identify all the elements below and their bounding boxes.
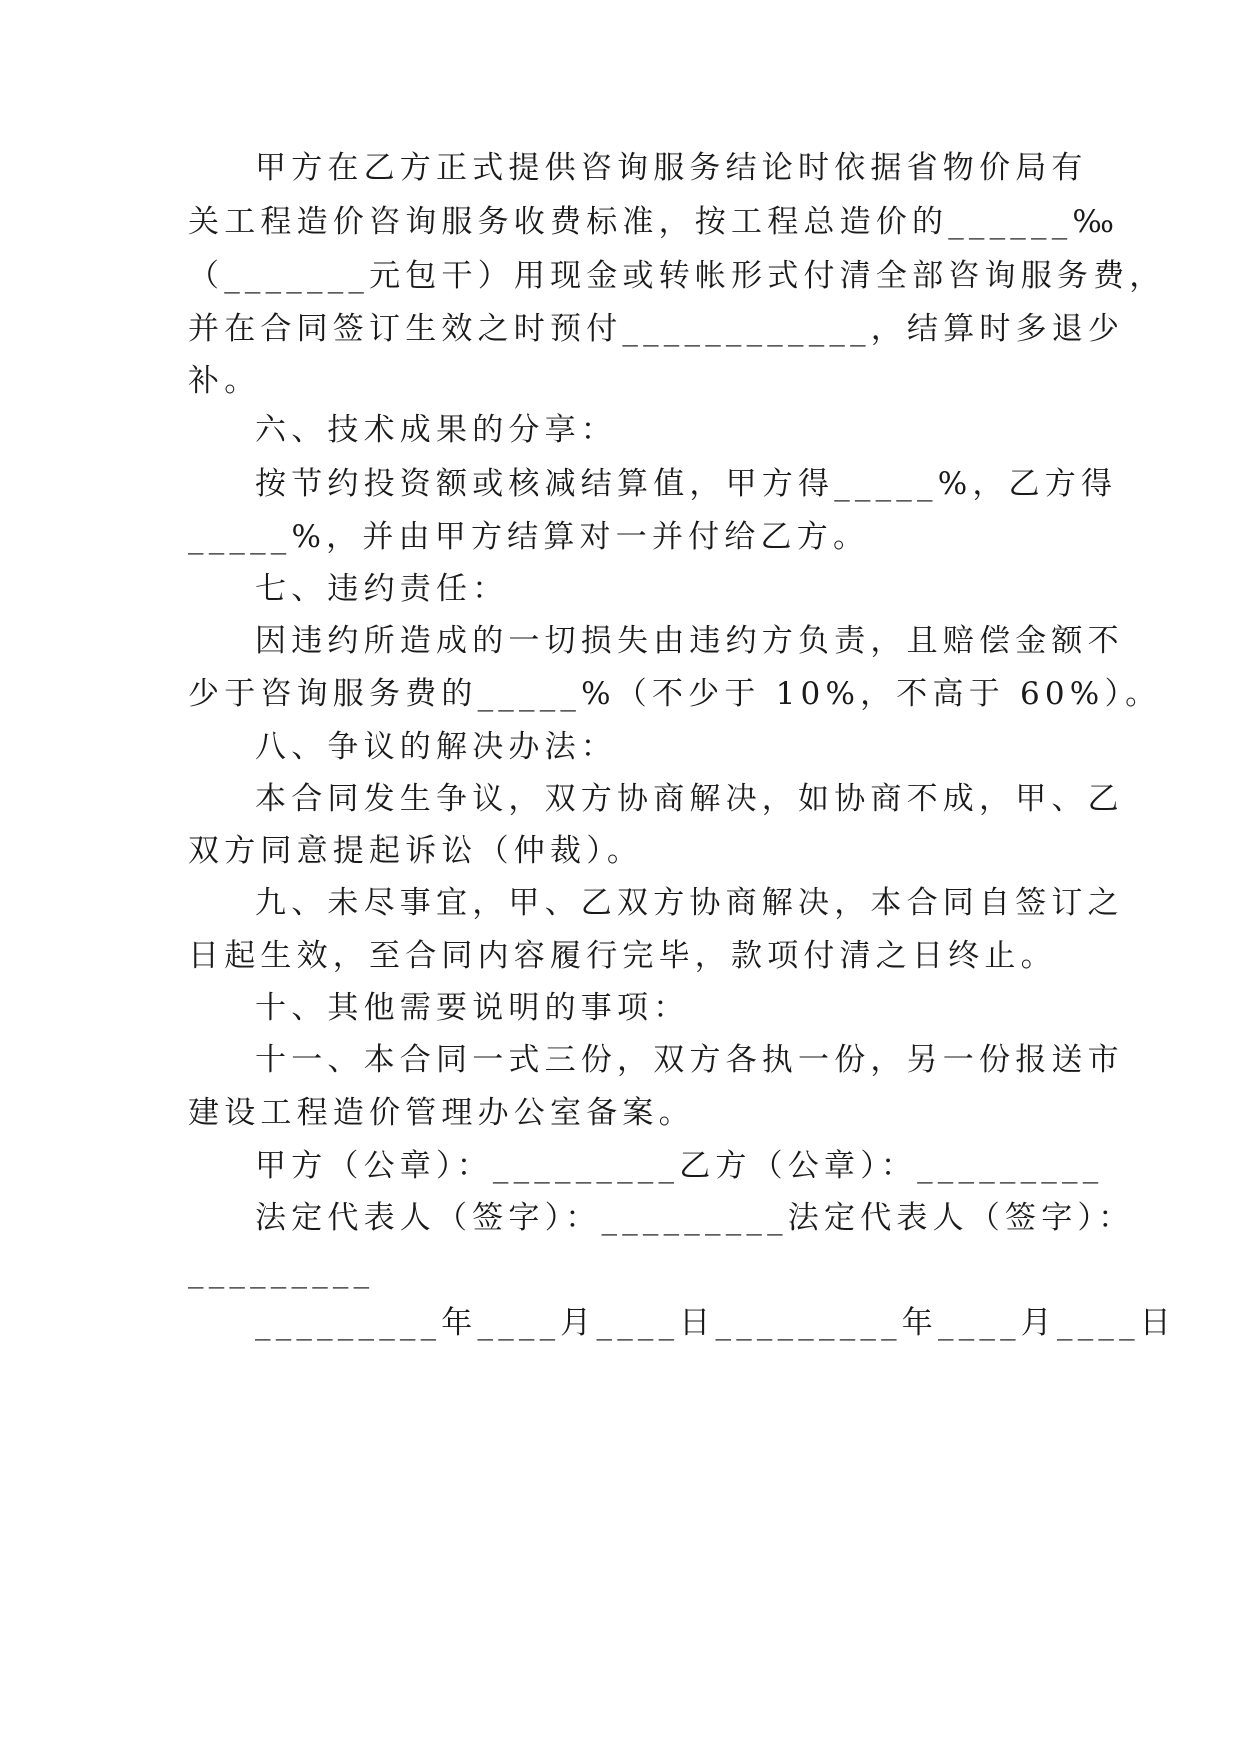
paragraph-line: 按节约投资额或核减结算值，甲方得_____%，乙方得 xyxy=(255,466,1118,502)
paragraph-line: 双方同意提起诉讼（仲裁）。 xyxy=(188,833,644,869)
seal-line: 甲方（公章）：_________乙方（公章）：_________ xyxy=(255,1148,1104,1184)
section-heading-10: 十、其他需要说明的事项： xyxy=(255,990,690,1026)
signature-line: 法定代表人（签字）：_________法定代表人（签字）： xyxy=(255,1200,1135,1236)
section-heading-6: 六、技术成果的分享： xyxy=(255,412,617,448)
section-heading-8: 八、争议的解决办法： xyxy=(255,729,617,765)
paragraph-line: 并在合同签订生效之时预付____________，结算时多退少 xyxy=(188,311,1125,347)
paragraph-line: 补。 xyxy=(188,363,261,399)
paragraph-line: （_______元包干）用现金或转帐形式付清全部咨询服务费， xyxy=(188,258,1166,294)
section-heading-11: 十一、本合同一式三份，双方各执一份，另一份报送市 xyxy=(255,1042,1124,1078)
paragraph-line: 日起生效，至合同内容履行完毕，款项付清之日终止。 xyxy=(188,938,1057,974)
section-heading-7: 七、违约责任： xyxy=(255,571,509,607)
signature-blank: _________ xyxy=(188,1253,375,1289)
paragraph-line: 建设工程造价管理办公室备案。 xyxy=(188,1095,695,1131)
paragraph-line: 关工程造价咨询服务收费标准，按工程总造价的______‰ xyxy=(188,204,1120,240)
paragraph-line: _____%，并由甲方结算对一并付给乙方。 xyxy=(188,519,870,555)
paragraph-line: 甲方在乙方正式提供咨询服务结论时依据省物价局有 xyxy=(255,150,1088,186)
section-heading-9: 九、未尽事宜，甲、乙双方协商解决，本合同自签订之 xyxy=(255,885,1124,921)
paragraph-line: 因违约所造成的一切损失由违约方负责，且赔偿金额不 xyxy=(255,623,1124,659)
paragraph-line: 本合同发生争议，双方协商解决，如协商不成，甲、乙 xyxy=(255,781,1124,817)
paragraph-line: 少于咨询服务费的_____%（不少于 10%，不高于 60%）。 xyxy=(188,676,1162,712)
date-line: _________年____月____日_________年____月____日 xyxy=(255,1305,1176,1341)
